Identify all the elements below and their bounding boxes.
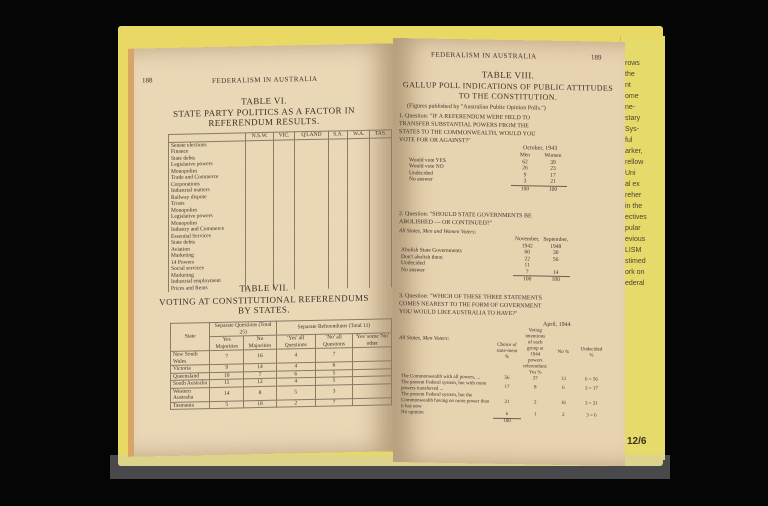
table7-cell: 4 — [276, 362, 315, 370]
total-row — [407, 183, 567, 193]
row-label: Undecided — [401, 260, 425, 267]
jacket-text-line: Uni — [625, 170, 636, 177]
table6-col-header: Q'LAND — [295, 131, 329, 139]
question-1-text: VOTE FOR OR AGAINST?" — [399, 137, 471, 145]
table7-cell: 5 — [210, 400, 244, 408]
table7-state: Tasmania — [171, 401, 210, 409]
q3-date: April, 1944 — [543, 321, 571, 329]
table7-cell: 8 — [244, 386, 277, 401]
total-cell: 100 — [541, 276, 570, 284]
jacket-text-line: ne- — [625, 104, 636, 111]
table6-row-label: Marketing — [169, 271, 246, 279]
jacket-text-line: ful — [625, 137, 633, 144]
table7-subheader: No Majorities — [244, 335, 277, 350]
jacket-flap — [620, 36, 665, 460]
blank-cell — [399, 326, 493, 376]
table7-cell: 12 — [244, 378, 277, 386]
table6-col-header: W.A. — [348, 130, 370, 138]
total-cell: 100 — [513, 276, 541, 283]
table7-subheader: 'Yes' some 'No' other — [353, 333, 392, 348]
value-cell: 21 — [504, 399, 510, 406]
jacket-text-line: reher — [625, 192, 642, 199]
table6-title: TABLE VI. — [241, 95, 287, 107]
table7-state: Victoria — [171, 365, 210, 373]
page-number: 188 — [142, 76, 153, 85]
jacket-text-line: rows — [625, 60, 640, 67]
question-3-text: COMES NEAREST TO THE FORM OF GOVERNMENT — [399, 301, 542, 310]
table7-cell: 4 — [276, 348, 315, 363]
table6-row-label: Industrial employment — [169, 277, 246, 285]
table6-row-label: Senate elections — [169, 140, 246, 149]
row-label: The present Federal system, but with more powers transferred ... — [401, 380, 487, 392]
blank-cell — [407, 183, 511, 192]
value-cell: 7 — [525, 268, 529, 275]
table6-col-header: TAS. — [370, 130, 392, 138]
row-label: Don't abolish them — [401, 253, 443, 261]
column-header: November, 1942 — [515, 236, 540, 249]
table6-row-label: Industrial matters — [169, 186, 246, 194]
row-label: Abolish State Governments — [401, 247, 462, 255]
jacket-text-line: ectives — [625, 214, 647, 221]
table6-row-label: Finance — [169, 147, 246, 155]
table6-row-label: State debts — [169, 154, 246, 162]
jacket-text-line: ome — [625, 93, 639, 100]
value-cell: 39 — [550, 159, 556, 166]
table8-title: TABLE VIII. — [481, 69, 535, 81]
table7-cell: 5 — [315, 377, 353, 385]
value-cell: 23 — [550, 165, 556, 172]
row-label: The Commonwealth with all powers, ... — [401, 374, 481, 381]
value-cell: 60 — [524, 249, 530, 256]
q2-table — [399, 234, 570, 283]
value-cell: 11 — [524, 262, 530, 269]
table6-row-label: Trusts — [169, 199, 246, 207]
table7-subheader: 'No' all Questions — [315, 334, 353, 349]
jacket-text-line: nt — [625, 82, 631, 89]
table6-row-label: Aviation — [169, 245, 246, 253]
value-cell: 30 — [552, 249, 559, 256]
table7-cell — [353, 383, 392, 398]
table6-subtitle-2: REFERENDUM RESULTS. — [208, 115, 320, 129]
row-label: No opinion — [401, 410, 424, 416]
value-cell: 3 = 17 — [585, 386, 598, 392]
table6-row-label: Industry and Commerce — [169, 225, 246, 233]
value-cell: 6 = 56 — [585, 377, 598, 383]
table8-note: (Figures published by "Australian Public Opinion Polls.") — [407, 103, 546, 112]
table7-cell: 6 — [276, 370, 315, 378]
value-cell: 3 = 21 — [585, 401, 598, 407]
table6-row-label: Corporations — [169, 180, 246, 188]
question-1-text: 1. Question: "IF A REFERENDUM WERE HELD TO — [399, 113, 531, 122]
table7-subheader: Yes Majorities — [210, 336, 244, 351]
table6-row-label: Monopolies — [169, 206, 246, 214]
total-cell: 100 — [511, 185, 539, 192]
table6-row-label: Social services — [169, 264, 246, 272]
jacket-text-line: stimed — [625, 258, 646, 265]
row-label: Would vote YES — [409, 156, 446, 164]
value-cell: 16 — [560, 400, 566, 406]
value-cell: 17 — [504, 384, 510, 391]
table7-col-referendums: Separate Referendums (Total 11) — [276, 319, 391, 335]
table7-cell: 7 — [315, 348, 353, 363]
table7-cell: 6 — [315, 362, 353, 370]
table6-row-label: 14 Powers — [169, 258, 246, 266]
value-cell: 62 — [522, 158, 528, 165]
table7 — [170, 318, 392, 410]
question-3-text: YOU WOULD LIKE AUSTRALIA TO HAVE?" — [399, 309, 518, 318]
column-header: Women — [544, 152, 562, 159]
row-label: Would vote NO — [409, 163, 444, 170]
table6-row-label: Prices and Rents — [169, 284, 246, 292]
value-cell: 26 — [522, 165, 528, 172]
column-header: Choice of state-ment % — [496, 342, 518, 361]
question-2-text: ABOLISHED — OR CONTINUED?" — [399, 219, 492, 227]
table7-cell: 5 — [315, 369, 353, 377]
right-page — [393, 38, 625, 466]
table7-cell: 7 — [315, 398, 353, 406]
table7-cell: 11 — [210, 379, 244, 387]
value-cell: 3 = 6 — [586, 413, 597, 419]
blank-cell — [399, 274, 513, 283]
jacket-text-line: Sys- — [625, 126, 639, 133]
table7-cell: 7 — [210, 350, 244, 365]
jacket-text-line: stary — [625, 115, 641, 122]
table6-row-label: Trade and Commerce — [169, 173, 246, 181]
page-number: 189 — [591, 53, 602, 62]
q1-date: October, 1943 — [523, 145, 558, 152]
value-cell: 8 — [533, 385, 537, 391]
value-cell: 37 — [532, 376, 538, 382]
table7-subheader: 'Yes' all Questions — [276, 334, 315, 349]
table6 — [168, 129, 392, 292]
table6-col-header: VIC. — [274, 132, 295, 140]
table7-title: TABLE VII. — [239, 282, 289, 294]
jacket-text-line: LISM — [625, 247, 642, 254]
table7-cell: 4 — [276, 377, 315, 385]
row-label: No answer — [401, 266, 425, 274]
value-cell: 17 — [550, 172, 556, 179]
table7-state: Queensland — [171, 372, 210, 380]
table6-subtitle: STATE PARTY POLITICS AS A FACTOR IN — [173, 105, 355, 119]
jacket-text-line: rellow — [625, 159, 644, 166]
table6-col-header: S.A. — [328, 131, 348, 139]
total-cell: 100 — [539, 186, 567, 193]
table8-subtitle-2: TO THE CONSTITUTION. — [458, 91, 558, 102]
price-label: 12/6 — [627, 436, 647, 447]
table6-row-label: Railway dispute — [169, 193, 246, 201]
value-cell: 9 — [523, 171, 527, 178]
table7-cell: 14 — [244, 363, 277, 371]
jacket-text-line: evious — [625, 236, 646, 243]
jacket-text-line: the — [625, 71, 635, 78]
table6-row-label: Legislative powers — [169, 160, 246, 168]
row-label: Undecided — [409, 169, 433, 177]
table6-row-label: Essential Services — [169, 232, 246, 240]
table7-cell — [353, 397, 392, 405]
q3-lead: All States, Men Voters: — [399, 335, 450, 342]
value-cell: 2 — [562, 413, 565, 419]
table7-cell: 5 — [276, 385, 315, 400]
value-cell: 1 — [533, 412, 537, 418]
question-1-text: STATES TO THE COMMONWEALTH, WOULD YOU — [399, 129, 536, 138]
table7-col-questions: Separate Questions (Total 25) — [210, 321, 276, 336]
column-header: Undecided % — [580, 347, 603, 359]
value-cell: 2 — [533, 400, 537, 406]
table6-row-label: Marketing — [169, 251, 246, 259]
value-cell: 14 — [552, 269, 559, 276]
column-header: Men — [519, 152, 531, 159]
total-cell: 100 — [493, 418, 521, 425]
value-cell: 3 — [523, 178, 527, 185]
table6-row-label: Monopolies — [169, 167, 246, 175]
value-cell: 56 — [504, 375, 510, 382]
table8-subtitle: GALLUP POLL INDICATIONS OF PUBLIC ATTITUDES — [402, 80, 614, 93]
table7-state: South Australia — [171, 380, 210, 388]
table7-cell: 7 — [244, 371, 277, 379]
value-cell: 22 — [524, 255, 530, 262]
table7-col-state: State — [171, 323, 210, 352]
table6-row-label: State debts — [169, 238, 246, 246]
table7-cell: 18 — [244, 400, 277, 408]
table7-cell: 10 — [210, 371, 244, 379]
table7-cell: 16 — [244, 349, 277, 364]
q1-table — [407, 150, 567, 193]
table6-row-label: Legislative powers — [169, 212, 246, 220]
column-header: Voting intentions of each group at 1944 powers referendum: Yes % — [523, 328, 548, 376]
row-label: The present Federal system, but the Commonwealth having no more power than it has now — [401, 392, 490, 410]
table7-subtitle: VOTING AT CONSTITUTIONAL REFERENDUMS — [159, 292, 369, 308]
q3-table — [399, 326, 605, 427]
value-cell: 56 — [552, 256, 559, 263]
value-cell: 6 — [505, 411, 509, 417]
table7-cell: 3 — [315, 384, 353, 399]
value-cell: 21 — [550, 178, 556, 185]
table7-subtitle-2: BY STATES. — [238, 304, 290, 316]
question-3-text: 3. Question: "WHICH OF THESE THREE STATEMENTS — [399, 293, 542, 302]
column-header: September, 1948 — [543, 236, 569, 250]
jacket-text-line: pular — [625, 225, 641, 232]
jacket-text-line: ederal — [625, 280, 645, 287]
table6-row-label: Monopolies — [169, 219, 246, 227]
table6-col-header: N.S.W. — [246, 132, 274, 140]
running-head: FEDERALISM IN AUSTRALIA — [212, 74, 318, 86]
question-1-text: TRANSFER SUBSTANTIAL POWERS FROM THE — [399, 121, 529, 130]
column-header: No % — [557, 349, 570, 356]
jacket-text-line: al ex — [625, 181, 640, 188]
table-header-row — [399, 326, 605, 378]
q2-lead: All States, Men and Women Voters: — [399, 228, 477, 236]
running-head: FEDERALISM IN AUSTRALIA — [431, 50, 537, 61]
table7-state: Western Australia — [171, 387, 210, 402]
table7-cell: 2 — [276, 399, 315, 407]
blank-cell — [399, 417, 493, 425]
left-page — [128, 43, 396, 457]
table7-cell: 14 — [210, 386, 244, 401]
value-cell: 6 — [562, 385, 565, 391]
value-cell: 13 — [560, 376, 566, 382]
table7-cell — [353, 347, 392, 362]
jacket-text-line: ork on — [625, 269, 645, 276]
jacket-text-line: arker, — [625, 148, 643, 155]
table7-state: New South Wales — [171, 351, 210, 366]
table7-cell: 9 — [210, 364, 244, 372]
jacket-text-line: in the — [625, 203, 643, 210]
question-2-text: 2. Question: "SHOULD STATE GOVERNMENTS BE — [399, 211, 532, 220]
row-label: No answer — [409, 176, 433, 183]
